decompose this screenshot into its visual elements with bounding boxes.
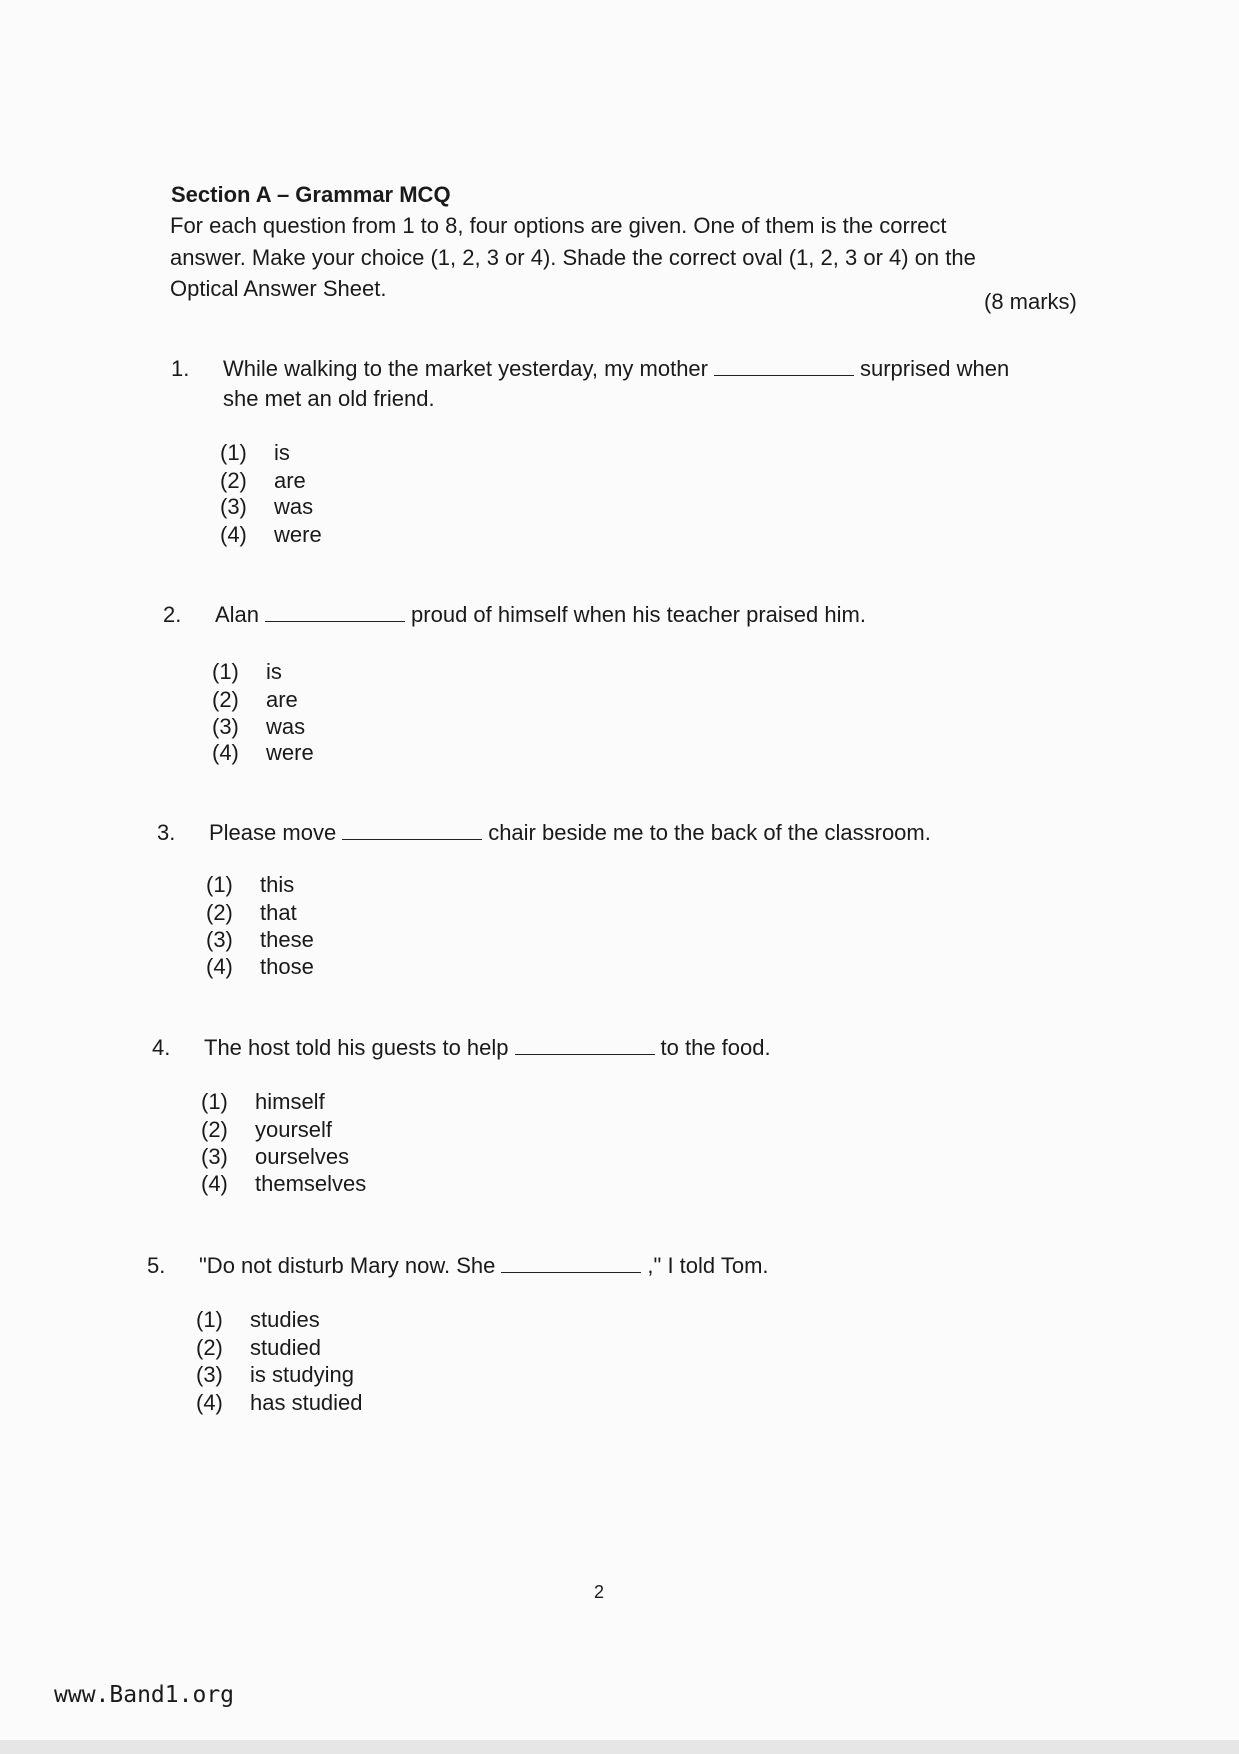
option [206,872,294,898]
question-2 [163,602,866,628]
option-text: were [266,740,314,765]
answer-blank [515,1036,655,1055]
option [220,522,322,548]
option [212,740,314,766]
option-text: yourself [255,1117,333,1142]
option [220,440,290,466]
option-number: (3) [201,1144,228,1169]
instructions-line-3: Optical Answer Sheet. [170,276,387,301]
option-text: has studied [250,1390,363,1415]
question-text-after: ," I told Tom. [647,1253,769,1278]
option [212,659,282,685]
option-text: are [266,687,298,712]
option-number: (4) [206,954,233,979]
option [201,1144,349,1170]
option [220,468,306,494]
option-text: was [274,494,314,519]
option [201,1089,325,1115]
option-text: is [274,440,290,465]
question-text-line2: she met an old friend. [223,386,435,411]
option [196,1362,354,1388]
option-text: ourselves [255,1144,350,1169]
option-text: those [260,954,314,979]
question-text-before: The host told his guests to help [204,1035,509,1060]
option-text: studied [250,1335,321,1360]
option-text: this [260,872,295,897]
option-text: these [260,927,314,952]
question-text-before: Alan [215,602,260,627]
option-text: that [260,900,297,925]
answer-blank [714,357,854,376]
option-text: studies [250,1307,320,1332]
instructions-line-1: For each question from 1 to 8, four options are given. One of them is the correct [170,213,947,238]
option-number: (2) [220,468,247,493]
option [201,1117,332,1143]
question-number: 4. [152,1035,171,1060]
marks: (8 marks) [984,289,1077,314]
page-number: 2 [594,1582,605,1602]
option-number: (4) [196,1390,223,1415]
option-text: themselves [255,1171,367,1196]
question-4 [152,1035,771,1061]
option [196,1307,320,1333]
option [212,687,298,713]
question-text-before: Please move [209,820,337,845]
instructions-line-2: answer. Make your choice (1, 2, 3 or 4). Shade the correct oval (1, 2, 3 or 4) on the [170,245,976,270]
option-text: was [266,714,306,739]
option-number: (3) [196,1362,223,1387]
option [206,927,314,953]
question-3 [157,820,931,846]
option-number: (1) [201,1089,228,1114]
footer-url: www.Band1.org [54,1682,235,1708]
section-title: Section A – Grammar MCQ [171,182,451,207]
question-1 [171,356,1009,382]
option-number: (1) [206,872,233,897]
option-text: were [274,522,322,547]
question-text-after: chair beside me to the back of the classroom. [488,820,931,845]
question-text-after: surprised when [860,356,1010,381]
option [220,494,313,520]
option-text: himself [255,1089,325,1114]
option-number: (3) [212,714,239,739]
answer-blank [265,603,405,622]
answer-blank [501,1254,641,1273]
option-number: (4) [212,740,239,765]
question-text-before: "Do not disturb Mary now. She [199,1253,496,1278]
question-number: 2. [163,602,182,627]
question-number: 3. [157,820,176,845]
question-text-after: to the food. [660,1035,771,1060]
option-text: is studying [250,1362,354,1387]
option-number: (1) [196,1307,223,1332]
option [196,1335,321,1361]
option-number: (2) [212,687,239,712]
option [206,954,314,980]
answer-blank [342,821,482,840]
option-number: (4) [201,1171,228,1196]
option [201,1171,366,1197]
option [206,900,297,926]
option-number: (4) [220,522,247,547]
option [196,1390,363,1416]
option-number: (3) [220,494,247,519]
question-text-before: While walking to the market yesterday, my mother [223,356,708,381]
question-text-after: proud of himself when his teacher praised him. [411,602,866,627]
scan-edge [0,1740,1239,1754]
question-number: 5. [147,1253,166,1278]
option-number: (2) [196,1335,223,1360]
option-text: is [266,659,282,684]
option-number: (3) [206,927,233,952]
question-5 [147,1253,769,1279]
option-number: (1) [220,440,247,465]
option-number: (2) [206,900,233,925]
option-number: (1) [212,659,239,684]
question-number: 1. [171,356,190,381]
option [212,714,305,740]
option-text: are [274,468,306,493]
option-number: (2) [201,1117,228,1142]
